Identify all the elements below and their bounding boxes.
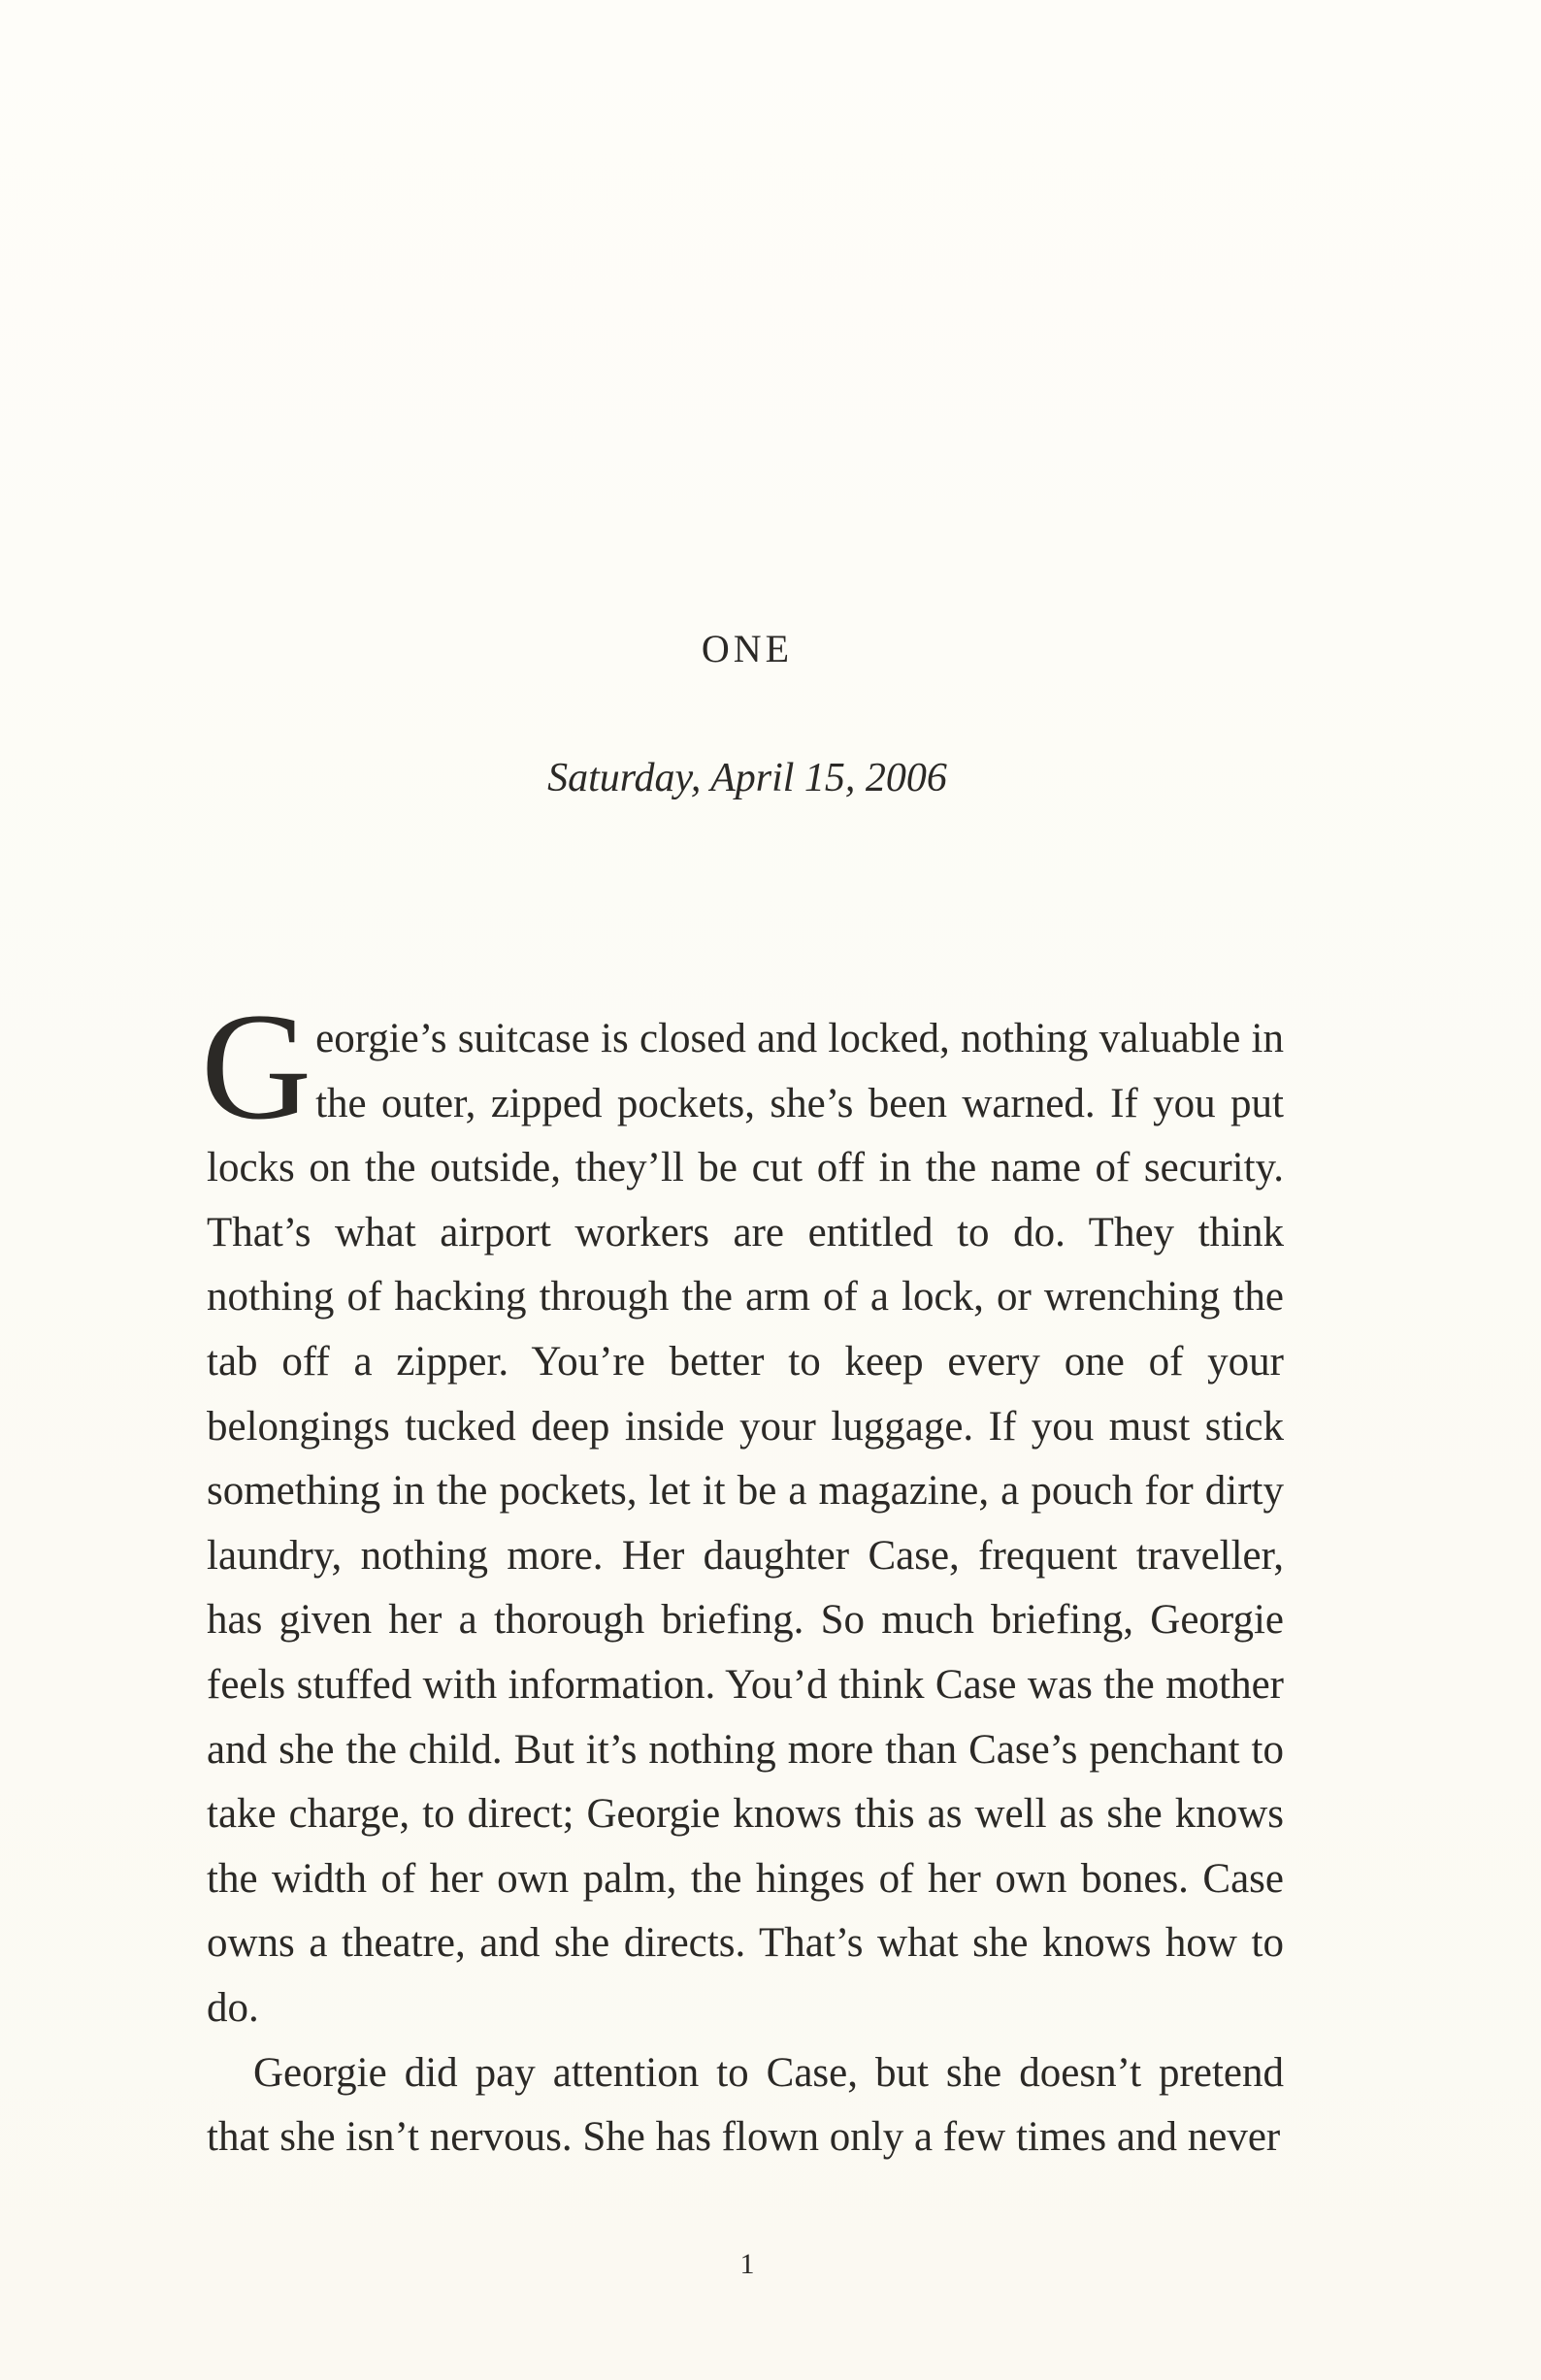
paragraph-1	[201, 982, 1284, 2041]
page-number: 1	[739, 2248, 755, 2280]
drop-cap: G	[201, 982, 312, 1152]
body-text	[201, 982, 1284, 2170]
chapter-date: Saturday, April 15, 2006	[547, 756, 947, 800]
paragraph-1-text: eorgie’s suitcase is closed and locked, nothing valuable in the outer, zipped pockets, she’s been warned. If you put locks on the outside, they’ll be cut off in the name of security. That’s what airport workers are entitled to do. They think nothing of hacking through the arm of a lock, or wrenching the tab off a zipper. You’re better to keep every one of your belongings tucked deep inside your luggage. If you must stick something in the pockets, let it be a magazine, a pouch for dirty laundry, nothing more. Her daughter Case, frequent traveller, has given her a thorough briefing. So much briefing, Georgie feels stuffed with information. You’d think Case was the mother and she the child. But it’s nothing more than Case’s penchant to take charge, to direct; Georgie knows this as well as she knows the width of her own palm, the hinges of her own bones. Case owns a theatre, and she directs. That’s what she knows how to do.	[207, 1016, 1284, 2031]
chapter-title: ONE	[701, 627, 794, 670]
paragraph-2: Georgie did pay attention to Case, but she doesn’t pretend that she isn’t nervous. She has flown only a few times and never	[207, 2049, 1284, 2161]
